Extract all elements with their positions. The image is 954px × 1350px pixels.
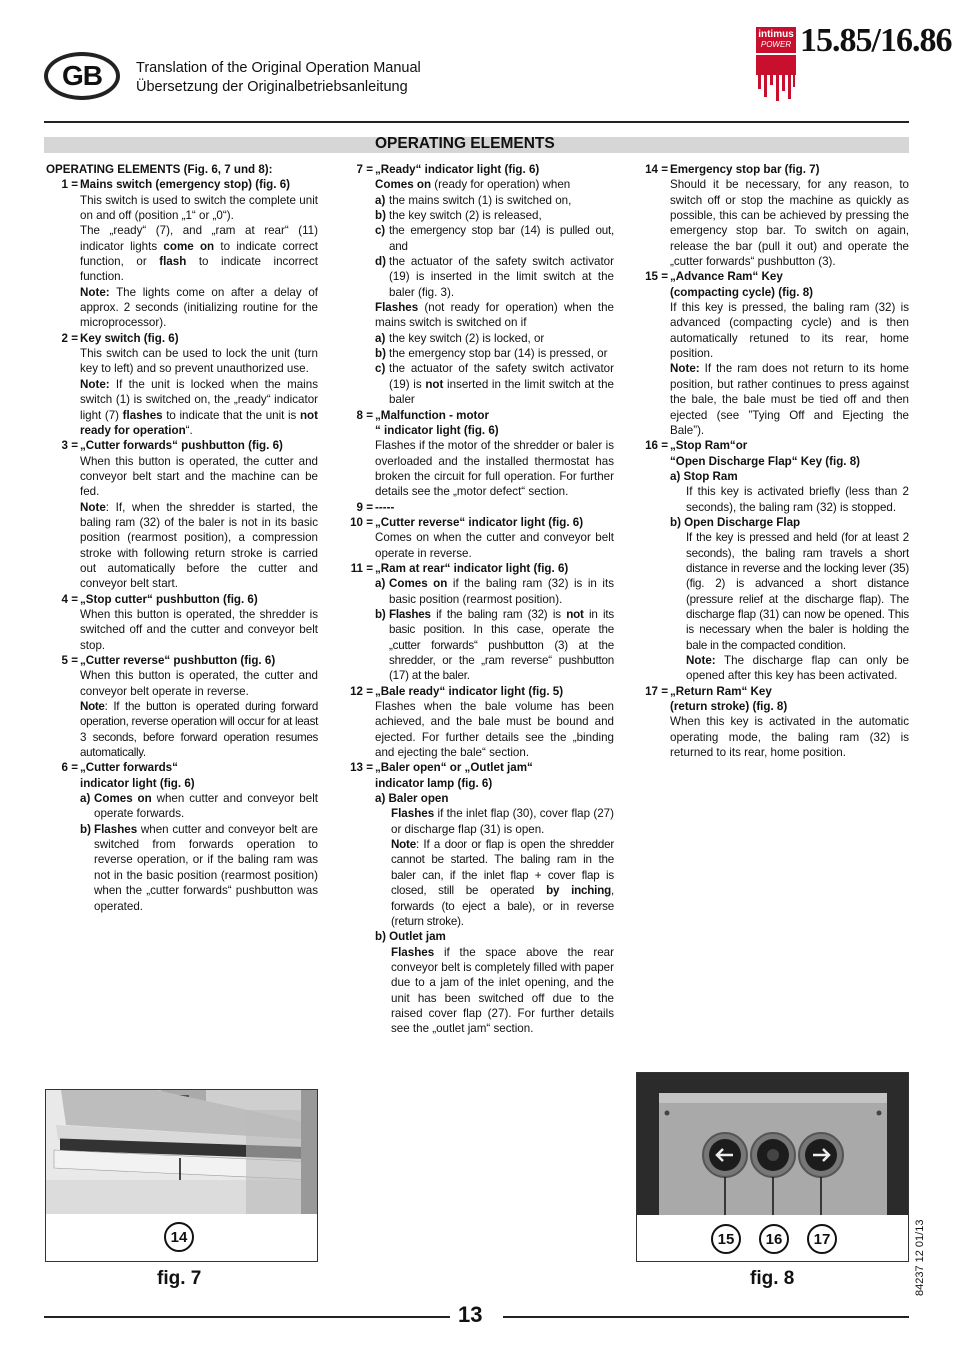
model-number: 15.85/16.86 [800,22,952,59]
item-title: indicator lamp (fig. 6) [375,776,493,790]
item-text: When this button is operated, the shredder is switched off and the cutter and conveyor belt stop. [80,607,318,652]
brand-logo [756,27,796,53]
item-note: Note: If the button is operated during forward operation, reverse operation will occur for at least 3 seconds, before forward operation resumes automatically. [80,700,318,760]
sub-item: b) Flashes if the baling ram (32) is not in its basic position. In this case, operate the „cutter forwards“ pushbutton (3) at the shredder, or the „ram reverse“ pushbutton (17) at the baler. [375,607,614,683]
figure-8 [636,1072,909,1262]
section-title: OPERATING ELEMENTS [375,135,555,152]
item-6 [46,760,318,913]
sub-heading: a) Baler open [375,792,449,806]
item-title: Mains switch (emergency stop) (fig. 6) [80,178,291,192]
footer-rule-right [503,1316,909,1318]
callout-15: 15 [711,1224,741,1254]
item-number: 11 = [350,561,373,575]
sub-note: Note: If a door or flap is open the shredder cannot be started. The baling ram in the baler can, if the inlet flap + cover flap is closed, still be operated by inching, forwards (to eject a bale), or in reverse (return stroke). [391,838,614,928]
fig7-label: fig. 7 [157,1268,202,1289]
sub-item: a) the mains switch (1) is switched on, [375,193,572,207]
sub-item: c) the actuator of the safety switch activator (19) is not inserted in the limit switch at the baler [375,362,614,407]
brand-sub: POWER [760,40,792,49]
item-number: 4 = [61,592,78,606]
footer-rule-left [44,1316,450,1318]
figure-7 [45,1089,318,1262]
item-10 [341,515,614,561]
item-title: ----- [375,500,395,514]
item-title: (compacting cycle) (fig. 8) [670,285,814,299]
column-1 [46,162,318,914]
page-number: 13 [458,1302,483,1327]
item-text: Flashes (not ready for operation) when the mains switch is switched on if [375,301,614,330]
language-badge-text: GB [62,60,102,91]
header-divider [44,121,909,123]
item-number: 6 = [61,761,78,775]
item-15 [636,269,909,438]
item-2 [46,331,318,438]
sub-heading: b) Open Discharge Flap [670,515,801,529]
header-title-de: Übersetzung der Originalbetriebsanleitung [136,79,408,95]
item-8 [341,408,614,500]
item-title: „Cutter reverse“ pushbutton (fig. 6) [80,654,276,667]
sub-text: Flashes if the space above the rear conveyor belt is completely filled with paper due to a jam of the inlet opening, and the unit has been switched off due to the raised cover flap (27). For further details see the „outlet jam“ section. [391,945,614,1036]
sub-text: Flashes if the inlet flap (30), cover flap (27) or discharge flap (31) is open. [391,807,614,836]
item-text: Should it be necessary, for any reason, to switch off or stop the machine as quickly as possible, this can be achieved by pressing the emergency stop bar. To switch on again, release the bar (pull it out) and operate the „cutter forwards“ pushbutton (3). [670,178,909,269]
item-title: “ indicator light (fig. 6) [375,423,499,437]
emergency-stop-bar-photo [46,1090,317,1214]
item-text: This switch can be used to lock the unit (turn key to left) and so prevent unauthorized use. [80,347,318,376]
sub-item: a) Comes on when cutter and conveyor belt operate forwards. [80,792,318,821]
item-17 [636,684,909,761]
item-number: 5 = [61,654,78,667]
item-number: 13 = [350,761,373,775]
sub-note: Note: The discharge flap can only be opened after this key has been activated. [686,654,909,683]
item-number: 15 = [645,270,668,284]
item-title: „Baler open“ or „Outlet jam“ [375,761,533,775]
item-5 [46,653,318,760]
item-number: 17 = [645,684,668,698]
sub-text: If this key is activated briefly (less than 2 seconds), the baling ram (32) is stopped. [686,485,909,514]
item-number: 2 = [61,331,78,345]
item-9 [341,500,614,515]
item-title: indicator light (fig. 6) [80,776,195,790]
item-title: „Ram at rear“ indicator light (fig. 6) [375,561,569,575]
column-2 [341,162,614,1037]
callout-14: 14 [164,1222,194,1252]
sub-item: b) Flashes when cutter and conveyor belt are switched from forwards operation to reverse operation, or if the baling ram was not in the basic position (rearmost position) when the „cutter forwards“ pushbutton was operated. [80,822,318,913]
item-text: If this key is pressed, the baling ram (32) is advanced (compacting cycle) and is then automatically retuned to its rear, home position. [670,301,909,361]
callout-16: 16 [759,1224,789,1254]
item-3 [46,438,318,591]
item-text: When this button is operated, the cutter and conveyor belt operate in reverse. [80,669,318,698]
item-text: Comes on (ready for operation) when [375,178,571,192]
item-title: „Cutter forwards“ pushbutton (fig. 6) [80,439,283,453]
item-note: Note: If the unit is locked when the mains switch (1) is switched on, the „ready“ indicator light (7) flashes to indicate that the unit is not ready for operation“. [80,377,318,437]
control-panel-photo [637,1073,908,1215]
language-badge [44,52,120,100]
item-number: 14 = [645,163,668,176]
item-7 [341,162,614,408]
item-number: 1 = [61,178,78,192]
sub-heading: a) Stop Ram [670,469,738,483]
item-note: Note: If, when the shredder is started, the baling ram (32) of the baler is not in its basic position (rearmost position), a compression stroke with following return stroke is carried out automatically before the cutter and conveyor belt start. [80,500,318,591]
item-number: 10 = [350,515,373,529]
item-title: Key switch (fig. 6) [80,331,179,345]
item-title: „Bale ready“ indicator light (fig. 5) [375,684,564,698]
item-title: „Ready“ indicator light (fig. 6) [375,163,540,176]
item-number: 7 = [356,163,373,176]
fig8-label: fig. 8 [750,1268,795,1289]
sub-item: c) the emergency stop bar (14) is pulled out, and [375,224,614,253]
document-number: 84237 12 01/13 [914,1219,926,1296]
item-text: When this key is activated in the automatic operating mode, the baling ram (32) is returned to its rear, home position. [670,715,909,760]
item-number: 8 = [356,408,373,422]
brand-name: intimus [758,29,794,40]
item-title: Emergency stop bar (fig. 7) [670,163,820,176]
item-title: „Malfunction - motor [375,408,489,422]
column-3 [636,162,909,760]
item-number: 9 = [356,500,373,514]
callout-17: 17 [807,1224,837,1254]
sub-item: a) Comes on if the baling ram (32) is in its basic position (rearmost position). [375,577,615,606]
item-1 [46,177,318,330]
item-text: Flashes if the motor of the shredder or baler is overloaded and the installed thermostat has broken the circuit for full operation. For further details see the „motor defect“ section. [375,439,614,499]
item-title: „Cutter reverse“ indicator light (fig. 6) [375,515,584,529]
item-number: 12 = [350,684,373,698]
item-note: Note: The lights come on after a delay of approx. 2 seconds (initializing routine for the microprocessor). [80,285,318,330]
item-text: Flashes when the bale volume has been achieved, and the bale must be bound and ejected. For further details see the „binding and ejecting the bale“ section. [375,700,614,760]
sub-item: b) the key switch (2) is released, [375,209,542,223]
item-11 [341,561,614,684]
sub-text: If the key is pressed and held (for at least 2 seconds), the baling ram travels a short distance in reverse and the locking lever (35) (fig. 2) is advanced a short distance (pressure relief at the discharge flap). The discharge flap (31) can now be opened. This is necessary when the baler is holding the bale in the compacted condition. [686,531,909,652]
item-title: „Cutter forwards“ [80,761,178,775]
item-14 [636,162,909,269]
header-title-en: Translation of the Original Operation Manual [136,60,421,76]
item-number: 16 = [645,439,668,453]
item-text: The „ready“ (7), and „ram at rear“ (11) indicator lights come on to indicate correct function, or flash to indicate incorrect function. [80,224,318,284]
item-title: „Return Ram“ Key [670,684,772,698]
item-title: (return stroke) (fig. 8) [670,700,788,714]
item-number: 3 = [61,439,78,453]
item-title: „Advance Ram“ Key [670,270,783,284]
item-title: „Stop cutter“ pushbutton (fig. 6) [80,592,258,606]
sub-item: a) the key switch (2) is locked, or [375,331,545,345]
brand-stripes-icon [756,55,796,105]
item-16 [636,438,909,684]
sub-heading: b) Outlet jam [375,930,446,944]
item-title: “Open Discharge Flap“ Key (fig. 8) [670,454,861,468]
item-text: Comes on when the cutter and conveyor belt operate in reverse. [375,531,614,560]
sub-item: b) the emergency stop bar (14) is pressed, or [375,347,608,361]
item-4 [46,592,318,653]
item-text: When this button is operated, the cutter and conveyor belt start and the machine can be fed. [80,454,318,499]
intro-heading: OPERATING ELEMENTS (Fig. 6, 7 und 8): [46,163,273,176]
item-12 [341,684,614,761]
item-title: „Stop Ram“or [670,439,748,453]
item-text: This switch is used to switch the complete unit on and off (position „1“ or „0“). [80,193,318,223]
item-note: Note: If the ram does not return to its home position, but rather continues to press against the bale, the bale must be tied off and then ejected (see ”Tying Off and Ejecting the Bale”). [670,362,909,437]
sub-item: d) the actuator of the safety switch activator (19) is inserted in the limit switch at the baler (fig. 3). [375,255,614,299]
item-13 [341,760,614,1036]
